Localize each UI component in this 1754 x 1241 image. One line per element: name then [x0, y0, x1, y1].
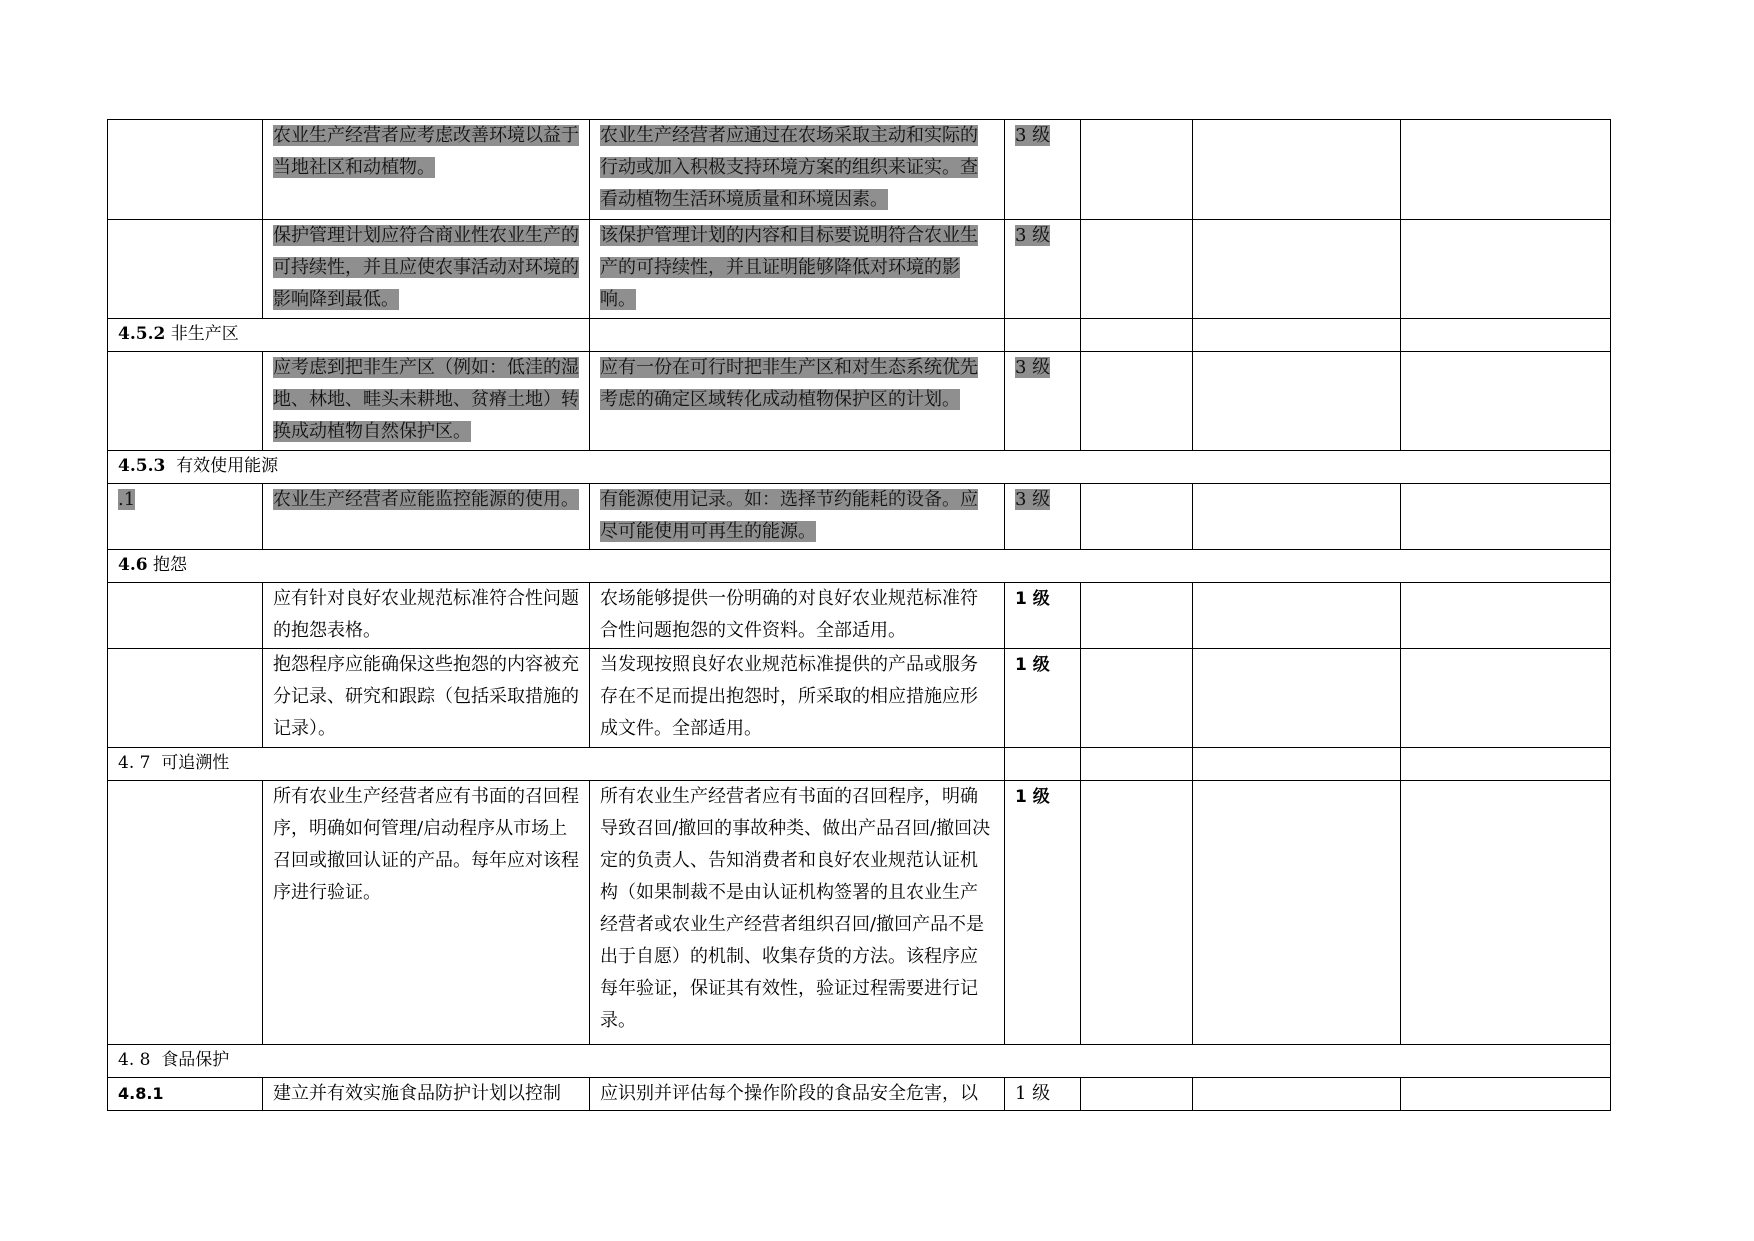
level-cell: [1005, 352, 1081, 451]
empty-cell: [1193, 220, 1401, 319]
section-heading: [108, 748, 1005, 781]
level-cell: [1005, 1078, 1081, 1111]
code-cell: [108, 484, 263, 550]
section-title: 有效使用能源: [176, 456, 279, 476]
section-row: [108, 550, 1611, 583]
section-number: 4.5.3: [118, 456, 166, 476]
empty-cell: [1081, 583, 1193, 649]
code-cell: [108, 352, 263, 451]
empty-cell: [1193, 319, 1401, 352]
empty-cell: [1081, 352, 1193, 451]
table-row: [108, 583, 1611, 649]
requirement-cell: [263, 352, 590, 451]
code-text: .1: [118, 489, 136, 510]
code-text: 4.8.1: [118, 1084, 164, 1103]
section-heading: [108, 319, 590, 352]
level-cell: [1005, 583, 1081, 649]
section-row: [108, 451, 1611, 484]
requirement-text: 所有农业生产经营者应有书面的召回程序，明确如何管理/启动程序从市场上召回或撤回认证的产品。每年应对该程序进行验证。: [273, 786, 579, 903]
section-title: 可追溯性: [161, 753, 230, 773]
level-cell: [1005, 649, 1081, 748]
requirement-cell: [263, 1078, 590, 1111]
section-title: 抱怨: [152, 555, 187, 575]
criteria-text: 所有农业生产经营者应有书面的召回程序，明确导致召回/撤回的事故种类、做出产品召回/撤回决定的负责人、告知消费者和良好农业规范认证机构（如果制裁不是由认证机构签署的且农业生产经营者或农业生产经营者组织召回/撤回产品不是出于自愿）的机制、收集存货的方法。该程序应每年验证，保证其有效性，验证过程需要进行记录。: [600, 786, 991, 1031]
requirement-text: 建立并有效实施食品防护计划以控制: [273, 1083, 561, 1104]
requirement-text: 保护管理计划应符合商业性农业生产的可持续性，并且应使农事活动对环境的影响降到最低。: [273, 225, 579, 310]
empty-cell: [1401, 781, 1611, 1045]
level-text: 3 级: [1015, 225, 1051, 246]
requirement-text: 应考虑到把非生产区（例如：低洼的湿地、林地、畦头未耕地、贫瘠土地）转换成动植物自然保护区。: [273, 357, 579, 442]
empty-cell: [1401, 649, 1611, 748]
empty-cell: [1081, 1078, 1193, 1111]
empty-cell: [1193, 484, 1401, 550]
criteria-text: 应有一份在可行时把非生产区和对生态系统优先考虑的确定区域转化成动植物保护区的计划。: [600, 357, 978, 410]
section-number: 4. 8: [118, 1050, 151, 1070]
empty-cell: [1005, 748, 1081, 781]
empty-cell: [1081, 484, 1193, 550]
requirement-cell: [263, 120, 590, 220]
section-title: 非生产区: [170, 324, 239, 344]
section-row: [108, 1045, 1611, 1078]
empty-cell: [1081, 649, 1193, 748]
section-heading: [108, 550, 1611, 583]
level-text: 3 级: [1015, 125, 1051, 146]
criteria-cell: [590, 583, 1005, 649]
table-row: [108, 220, 1611, 319]
checklist-table: [107, 119, 1611, 1111]
level-cell: [1005, 120, 1081, 220]
empty-cell: [1401, 1078, 1611, 1111]
level-text: 1 级: [1015, 589, 1050, 609]
code-cell: [108, 120, 263, 220]
criteria-cell: [590, 484, 1005, 550]
criteria-text: 有能源使用记录。如：选择节约能耗的设备。应尽可能使用可再生的能源。: [600, 489, 978, 542]
criteria-cell: [590, 781, 1005, 1045]
code-cell: [108, 220, 263, 319]
empty-cell: [1081, 781, 1193, 1045]
requirement-text: 应有针对良好农业规范标准符合性问题的抱怨表格。: [273, 588, 579, 641]
requirement-cell: [263, 484, 590, 550]
empty-cell: [1193, 649, 1401, 748]
requirement-text: 农业生产经营者应能监控能源的使用。: [273, 489, 579, 510]
requirement-cell: [263, 781, 590, 1045]
table-row: [108, 649, 1611, 748]
table-row: [108, 120, 1611, 220]
section-heading: [108, 1045, 1611, 1078]
code-cell: [108, 1078, 263, 1111]
empty-cell: [1401, 220, 1611, 319]
requirement-cell: [263, 649, 590, 748]
empty-cell: [1081, 120, 1193, 220]
section-number: 4. 7: [118, 753, 151, 773]
criteria-text: 农场能够提供一份明确的对良好农业规范标准符合性问题抱怨的文件资料。全部适用。: [600, 588, 978, 641]
criteria-cell: [590, 220, 1005, 319]
requirement-text: 农业生产经营者应考虑改善环境以益于当地社区和动植物。: [273, 125, 579, 178]
section-number: 4.6: [118, 555, 148, 575]
empty-cell: [1401, 583, 1611, 649]
empty-cell: [1005, 319, 1081, 352]
criteria-text: 当发现按照良好农业规范标准提供的产品或服务存在不足而提出抱怨时，所采取的相应措施应形成文件。全部适用。: [600, 654, 978, 739]
empty-cell: [1081, 748, 1193, 781]
section-number: 4.5.2: [118, 324, 166, 344]
code-cell: [108, 649, 263, 748]
empty-cell: [1193, 120, 1401, 220]
criteria-text: 应识别并评估每个操作阶段的食品安全危害，以: [600, 1083, 978, 1104]
empty-cell: [1193, 1078, 1401, 1111]
section-heading: [108, 451, 1611, 484]
requirement-cell: [263, 583, 590, 649]
level-cell: [1005, 220, 1081, 319]
table-row: [108, 781, 1611, 1045]
empty-cell: [1401, 748, 1611, 781]
level-text: 1 级: [1015, 655, 1050, 675]
code-cell: [108, 781, 263, 1045]
empty-cell: [1401, 120, 1611, 220]
level-text: 3 级: [1015, 357, 1051, 378]
empty-cell: [1081, 319, 1193, 352]
empty-cell: [1401, 352, 1611, 451]
empty-cell: [1401, 319, 1611, 352]
criteria-text: 该保护管理计划的内容和目标要说明符合农业生产的可持续性，并且证明能够降低对环境的影响。: [600, 225, 978, 310]
requirement-cell: [263, 220, 590, 319]
code-cell: [108, 583, 263, 649]
empty-cell: [1193, 781, 1401, 1045]
table-row: [108, 352, 1611, 451]
requirement-text: 抱怨程序应能确保这些抱怨的内容被充分记录、研究和跟踪（包括采取措施的记录）。: [273, 654, 579, 739]
level-cell: [1005, 484, 1081, 550]
level-cell: [1005, 781, 1081, 1045]
level-text: 1 级: [1015, 787, 1050, 807]
table-row: [108, 1078, 1611, 1111]
section-row: [108, 319, 1611, 352]
section-title: 食品保护: [161, 1050, 230, 1070]
empty-cell: [1193, 583, 1401, 649]
criteria-cell: [590, 649, 1005, 748]
level-text: 3 级: [1015, 489, 1051, 510]
criteria-cell: [590, 120, 1005, 220]
empty-cell: [1193, 352, 1401, 451]
empty-cell: [1193, 748, 1401, 781]
criteria-cell: [590, 352, 1005, 451]
section-row: [108, 748, 1611, 781]
empty-cell: [590, 319, 1005, 352]
table-row: [108, 484, 1611, 550]
level-text: 1 级: [1015, 1083, 1051, 1104]
empty-cell: [1401, 484, 1611, 550]
criteria-cell: [590, 1078, 1005, 1111]
criteria-text: 农业生产经营者应通过在农场采取主动和实际的行动或加入积极支持环境方案的组织来证实。查看动植物生活环境质量和环境因素。: [600, 125, 978, 210]
empty-cell: [1081, 220, 1193, 319]
